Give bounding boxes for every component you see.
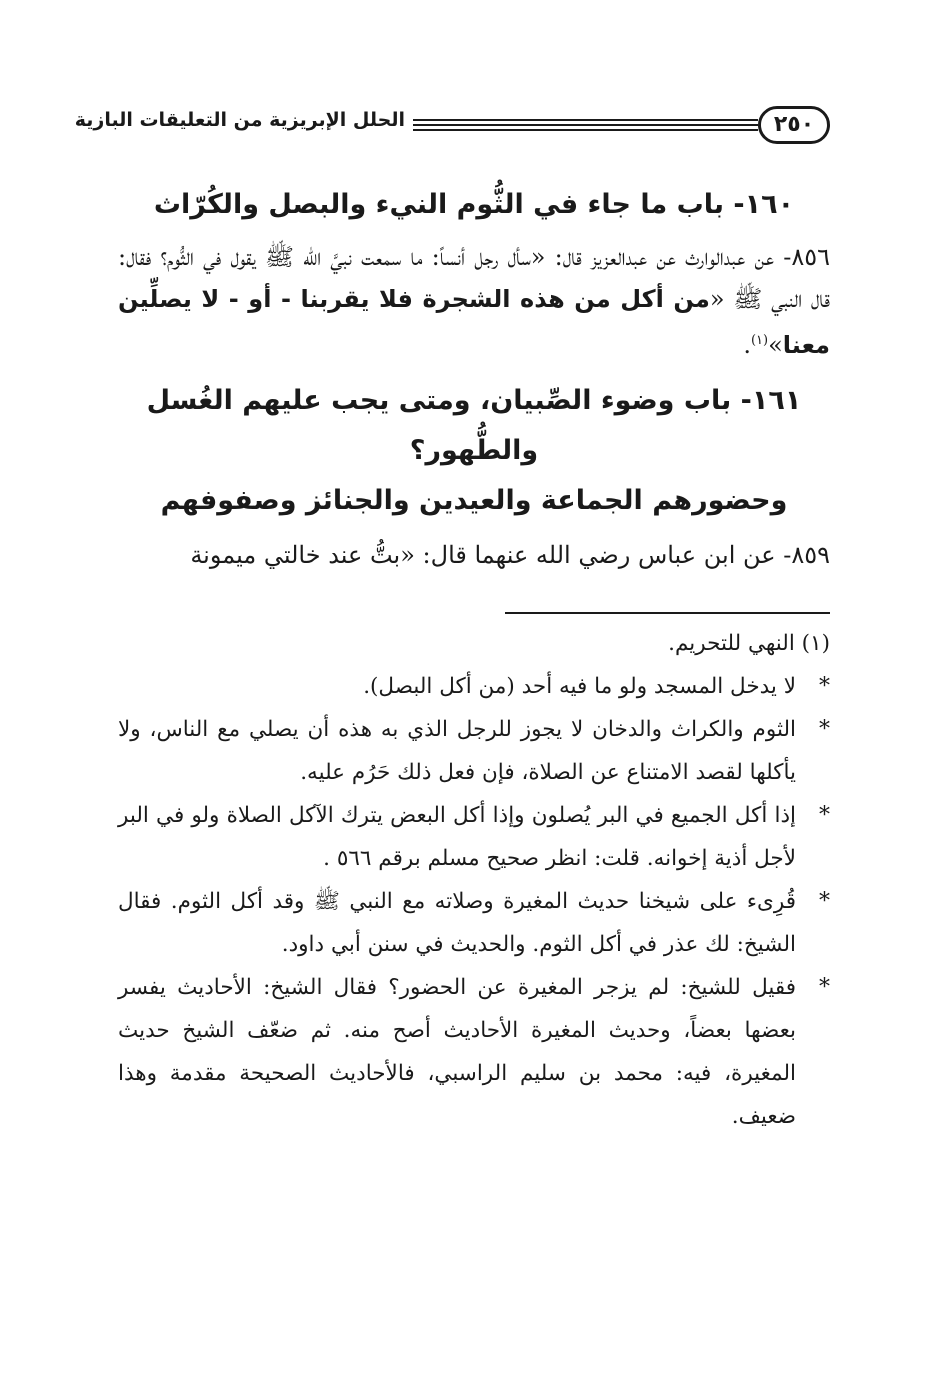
hadith-856-prophetic-words: من أكل من هذه الشجرة فلا يقربنا - أو - لا يصلِّين معنا (118, 285, 830, 359)
asterisk-icon: * (819, 803, 830, 828)
chapter-heading-161-line1: ١٦١- باب وضوء الصِّبيان، ومتى يجب عليهم الغُسل والطُّهور؟ (146, 385, 802, 466)
page-header (74, 104, 830, 154)
page-number: ٢٥٠ (758, 106, 830, 144)
hadith-856-intro: ٨٥٦- عن عبدالوارث عن عبدالعزيز قال: «سأل رجل أنساً: ما سمعت نبيَّ الله ﷺ يقول في الثُّوم؟ فقال: قال النبي ﷺ « (118, 243, 830, 313)
chapter-heading-161-line2: وحضورهم الجماعة والعيدين والجنائز وصفوفهم (160, 485, 788, 516)
footnote-note (118, 966, 830, 1138)
hadith-856-end: . (743, 331, 751, 359)
footnote-separator (505, 612, 830, 614)
hadith-859: ٨٥٩- عن ابن عباس رضي الله عنهما قال: «بتُّ عند خالتي ميمونة (190, 541, 830, 569)
footnote-note (118, 880, 830, 966)
header-rule (413, 119, 758, 131)
footnote-note-text: لا يدخل المسجد ولو ما فيه أحد (من أكل البصل). (363, 674, 796, 699)
footnote-note-text: فقيل للشيخ: لم يزجر المغيرة عن الحضور؟ فقال الشيخ: الأحاديث يفسر بعضها بعضاً، وحديث المغيرة الأحاديث أصح منه. ثم ضعّف الشيخ حديث المغيرة، فيه: محمد بن سليم الراسبي، فالأحاديث الصحيحة مقدمة وهذا ضعيف. (118, 975, 796, 1129)
footnotes (118, 622, 830, 1138)
footnote-note-text: قُرِىء على شيخنا حديث المغيرة وصلاته مع النبي ﷺ وقد أكل الثوم. فقال الشيخ: لك عذر في أكل الثوم. والحديث في سنن أبي داود. (118, 889, 796, 957)
asterisk-icon: * (819, 975, 830, 1000)
hadith-856-close-quote: » (768, 331, 783, 359)
footnote-ref-1[interactable]: (١) (750, 333, 769, 348)
footnote-note (118, 665, 830, 708)
footnote-note-text: إذا أكل الجميع في البر يُصلون وإذا أكل البعض يترك الآكل الصلاة ولو في البر لأجل أذية إخوانه. قلت: انظر صحيح مسلم برقم ٥٦٦ . (118, 803, 796, 871)
asterisk-icon: * (819, 717, 830, 742)
hadith-856 (118, 236, 830, 366)
page-body (118, 180, 830, 1138)
footnote-note (118, 794, 830, 880)
asterisk-icon: * (819, 889, 830, 914)
footnote-note-text: الثوم والكراث والدخان لا يجوز للرجل الذي به هذه أن يصلي مع الناس، ولا يأكلها لقصد الامتناع عن الصلاة، فإن فعل ذلك حَرُم عليه. (118, 717, 796, 785)
footnote-1: (١) النهي للتحريم. (668, 631, 830, 656)
running-title: الحلل الإبريزية من التعليقات البازية (74, 109, 405, 131)
chapter-heading-161 (118, 376, 830, 526)
footnote-note (118, 708, 830, 794)
asterisk-icon: * (819, 674, 830, 699)
chapter-heading-160: ١٦٠- باب ما جاء في الثُّوم النيء والبصل والكُرّاث (153, 189, 795, 220)
